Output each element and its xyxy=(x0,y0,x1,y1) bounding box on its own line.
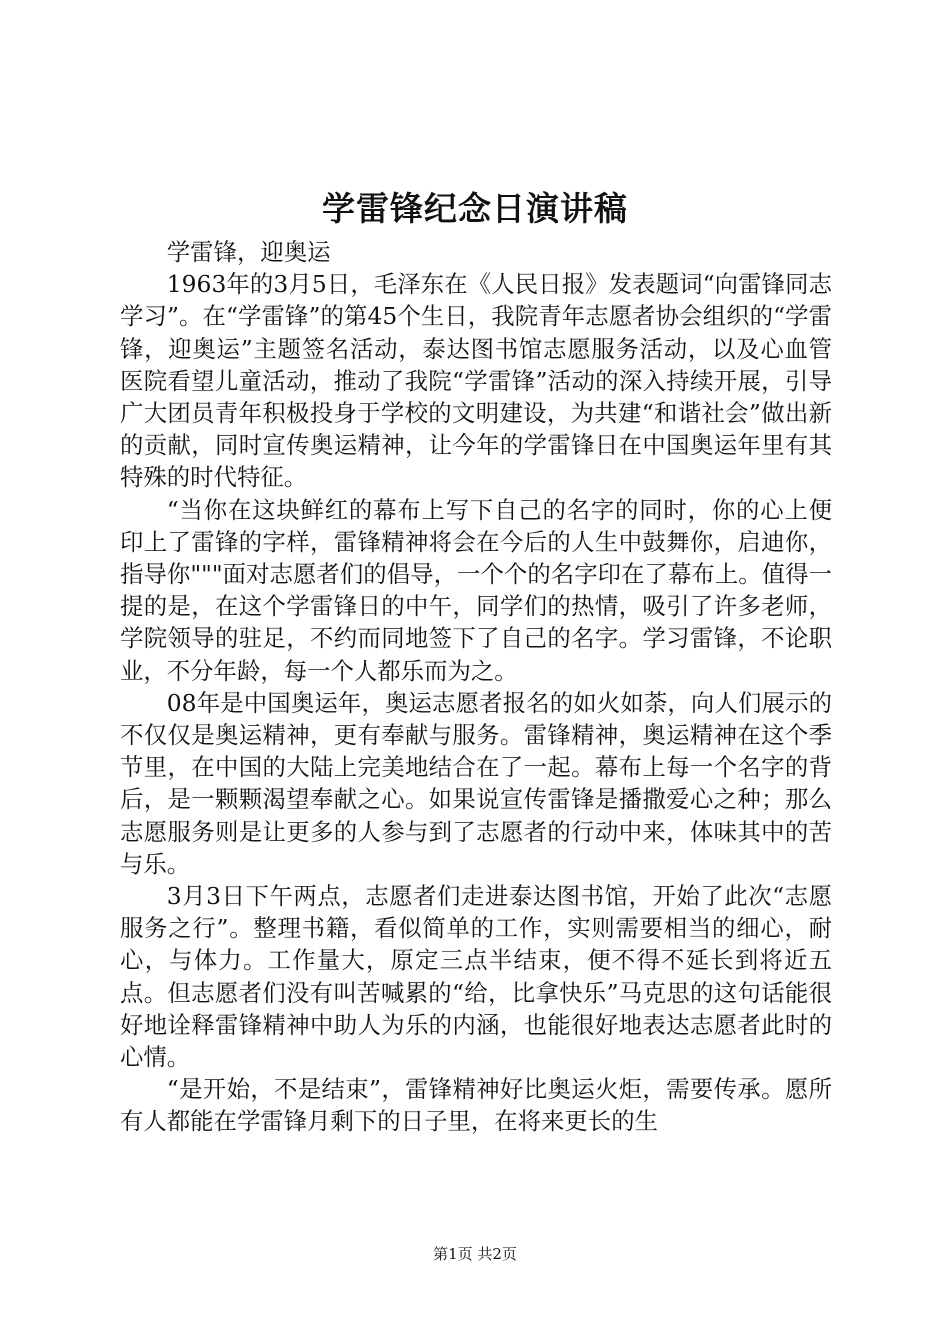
paragraph-2: “当你在这块鲜红的幕布上写下自己的名字的同时，你的心上便印上了雷锋的字样，雷锋精神将会在今后的人生中鼓舞你，启迪你，指导你"""面对志愿者们的倡导，一个个的名字印在了幕布上。值得一提的是，在这个学雷锋日的中午，同学们的热情，吸引了许多老师，学院领导的驻足，不约而同地签下了自己的名字。学习雷锋，不论职业，不分年龄，每一个人都乐而为之。 xyxy=(120,495,832,685)
paragraph-subtitle: 学雷锋，迎奥运 xyxy=(166,238,331,266)
paragraph-5: “是开始，不是结束”，雷锋精神好比奥运火炬，需要传承。愿所有人都能在学雷锋月剩下的日子里，在将来更长的生 xyxy=(120,1075,832,1136)
document-body xyxy=(120,236,832,1138)
document-title: 学雷锋纪念日演讲稿 xyxy=(322,189,628,228)
paragraph-4: 3月3日下午两点，志愿者们走进泰达图书馆，开始了此次“志愿服务之行”。整理书籍，看似简单的工作，实则需要相当的细心，耐心，与体力。工作量大，原定三点半结束，便不得不延长到将近五点。但志愿者们没有叫苦喊累的“给，比拿快乐”马克思的这句话能很好地诠释雷锋精神中助人为乐的内涵，也能很好地表达志愿者此时的心情。 xyxy=(120,882,832,1072)
page-footer: 第1页 共2页 xyxy=(433,1245,517,1263)
paragraph-1: 1963年的3月5日，毛泽东在《人民日报》发表题词“向雷锋同志学习”。在“学雷锋”的第45个生日，我院青年志愿者协会组织的“学雷锋，迎奥运”主题签名活动，泰达图书馆志愿服务活动，以及心血管医院看望儿童活动，推动了我院“学雷锋”活动的深入持续开展，引导广大团员青年积极投身于学校的文明建设，为共建“和谐社会”做出新的贡献，同时宣传奥运精神，让今年的学雷锋日在中国奥运年里有其特殊的时代特征。 xyxy=(120,270,832,492)
paragraph-3: 08年是中国奥运年，奥运志愿者报名的如火如荼，向人们展示的不仅仅是奥运精神，更有奉献与服务。雷锋精神，奥运精神在这个季节里，在中国的大陆上完美地结合在了一起。幕布上每一个名字的背后，是一颗颗渴望奉献之心。如果说宣传雷锋是播撒爱心之种；那么志愿服务则是让更多的人参与到了志愿者的行动中来，体味其中的苦与乐。 xyxy=(120,688,832,878)
